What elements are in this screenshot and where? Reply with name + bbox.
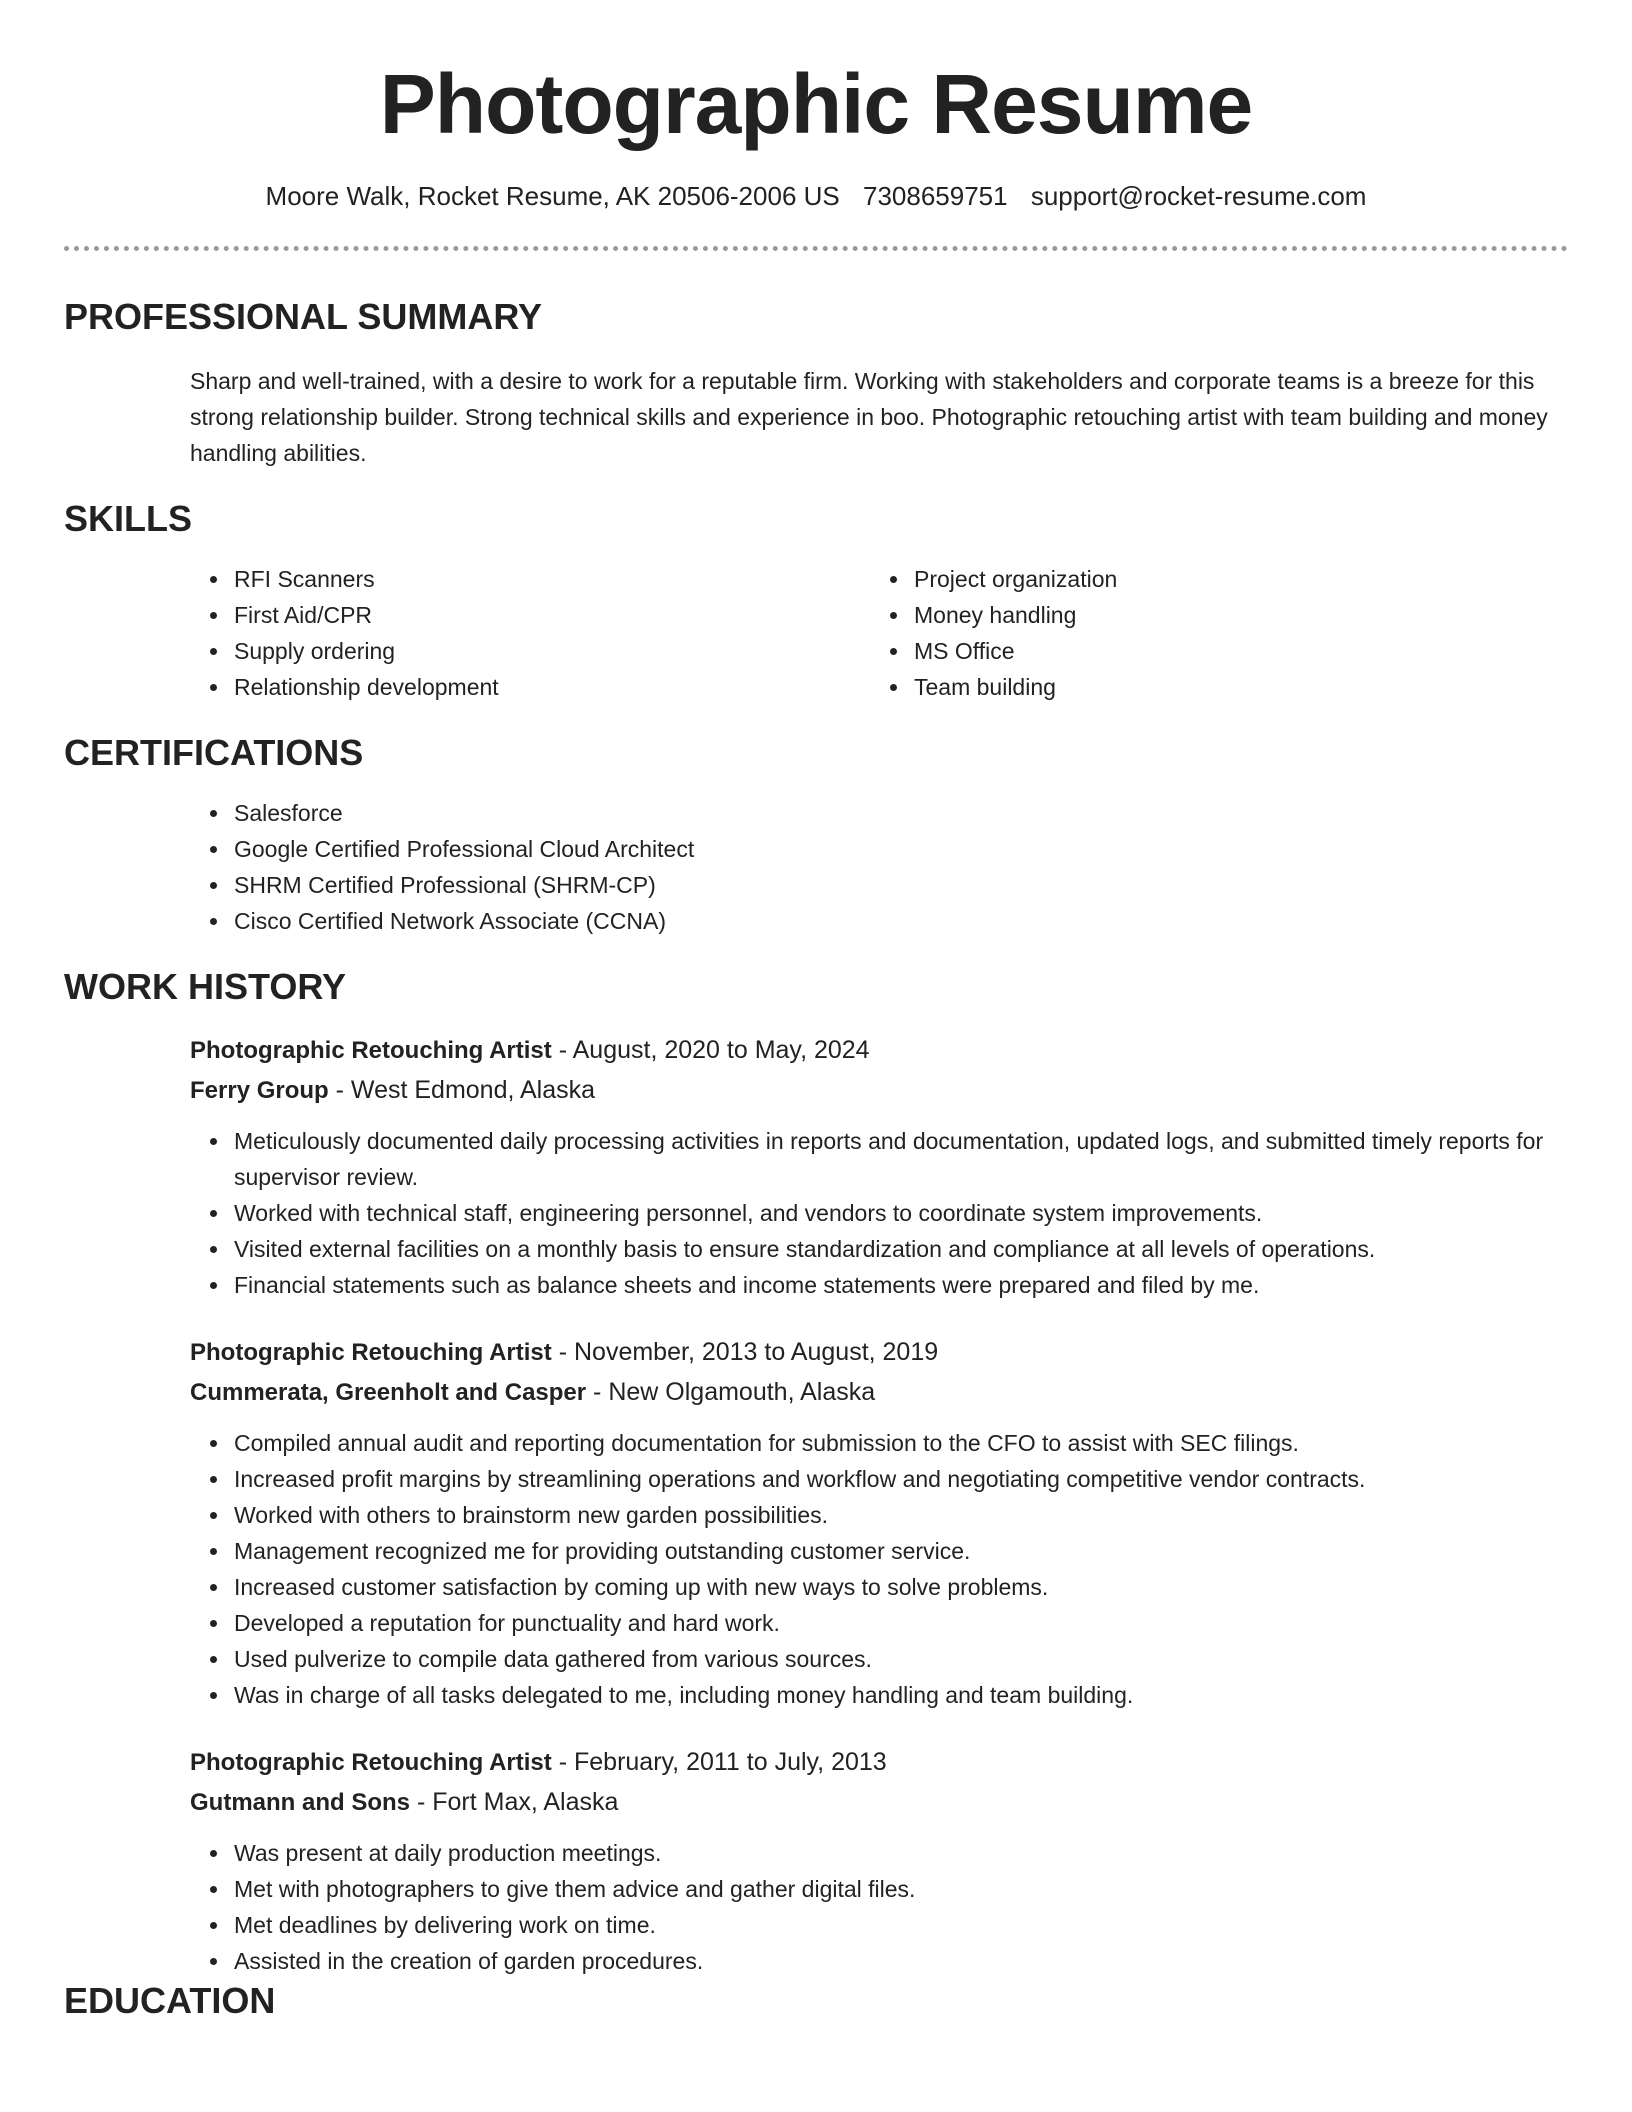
contact-email: support@rocket-resume.com bbox=[1030, 181, 1367, 211]
job-bullet: Financial statements such as balance sheets and income statements were prepared and filed by me. bbox=[234, 1267, 1568, 1303]
job-bullet: Developed a reputation for punctuality and hard work. bbox=[234, 1605, 1568, 1641]
job-entry bbox=[190, 1031, 1568, 1303]
job-bullet: Management recognized me for providing outstanding customer service. bbox=[234, 1533, 1568, 1569]
job-bullet: Worked with technical staff, engineering personnel, and vendors to coordinate system improvements. bbox=[234, 1195, 1568, 1231]
skill-item: RFI Scanners bbox=[234, 561, 744, 597]
job-entry bbox=[190, 1743, 1568, 1979]
job-bullet: Increased customer satisfaction by coming up with new ways to solve problems. bbox=[234, 1569, 1568, 1605]
job-bullets bbox=[190, 1123, 1568, 1303]
skill-item: Relationship development bbox=[234, 669, 744, 705]
skill-item: First Aid/CPR bbox=[234, 597, 744, 633]
job-bullet: Was in charge of all tasks delegated to me, including money handling and team building. bbox=[234, 1677, 1568, 1713]
job-company-line bbox=[190, 1372, 1568, 1413]
job-dates: - August, 2020 to May, 2024 bbox=[551, 1036, 870, 1064]
job-title: Photographic Retouching Artist bbox=[190, 1037, 552, 1064]
job-entry bbox=[190, 1333, 1568, 1713]
certifications-list bbox=[64, 795, 1568, 939]
job-title: Photographic Retouching Artist bbox=[190, 1749, 552, 1776]
certification-item: Salesforce bbox=[234, 795, 1568, 831]
job-bullet: Compiled annual audit and reporting documentation for submission to the CFO to assist with SEC filings. bbox=[234, 1425, 1568, 1461]
job-title-line bbox=[190, 1031, 1568, 1070]
resume-name: Photographic Resume bbox=[379, 57, 1253, 151]
job-company: Gutmann and Sons bbox=[190, 1789, 411, 1816]
job-bullet: Meticulously documented daily processing activities in reports and documentation, updated logs, and submitted timely reports for supervisor review. bbox=[234, 1123, 1568, 1195]
work-history-heading: WORK HISTORY bbox=[64, 966, 347, 1007]
job-location: - Fort Max, Alaska bbox=[410, 1788, 619, 1816]
skill-item: Team building bbox=[914, 669, 1424, 705]
job-dates: - November, 2013 to August, 2019 bbox=[551, 1338, 939, 1366]
contact-phone: 7308659751 bbox=[862, 181, 1008, 211]
job-bullet: Used pulverize to compile data gathered from various sources. bbox=[234, 1641, 1568, 1677]
job-bullet: Assisted in the creation of garden procedures. bbox=[234, 1943, 1568, 1979]
job-bullets bbox=[190, 1835, 1568, 1979]
skills-heading: SKILLS bbox=[64, 498, 193, 539]
certification-item: SHRM Certified Professional (SHRM-CP) bbox=[234, 867, 1568, 903]
job-title-line bbox=[190, 1743, 1568, 1782]
header-divider bbox=[64, 246, 1568, 251]
skills-list-left bbox=[64, 561, 744, 705]
job-location: - West Edmond, Alaska bbox=[328, 1076, 596, 1104]
job-location: - New Olgamouth, Alaska bbox=[586, 1378, 876, 1406]
job-bullet: Worked with others to brainstorm new garden possibilities. bbox=[234, 1497, 1568, 1533]
job-company: Cummerata, Greenholt and Casper bbox=[190, 1379, 587, 1406]
job-bullet: Met with photographers to give them advice and gather digital files. bbox=[234, 1871, 1568, 1907]
job-bullet: Visited external facilities on a monthly basis to ensure standardization and compliance at all levels of operations. bbox=[234, 1231, 1568, 1267]
skill-item: Money handling bbox=[914, 597, 1424, 633]
contact-address: Moore Walk, Rocket Resume, AK 20506-2006 US bbox=[265, 181, 840, 211]
summary-text: Sharp and well-trained, with a desire to work for a reputable firm. Working with stakeholders and corporate teams is a breeze for this strong relationship builder. Strong technical skills and experience in boo. Photographic retouching artist with team building and money handling abilities. bbox=[190, 368, 1548, 466]
certification-item: Google Certified Professional Cloud Architect bbox=[234, 831, 1568, 867]
summary-heading: PROFESSIONAL SUMMARY bbox=[64, 296, 543, 337]
skill-item: Supply ordering bbox=[234, 633, 744, 669]
skills-list-right bbox=[744, 561, 1424, 705]
skills-columns bbox=[64, 561, 1568, 705]
job-bullet: Was present at daily production meetings. bbox=[234, 1835, 1568, 1871]
job-bullet: Increased profit margins by streamlining operations and workflow and negotiating competitive vendor contracts. bbox=[234, 1461, 1568, 1497]
certifications-heading: CERTIFICATIONS bbox=[64, 732, 364, 773]
skill-item: Project organization bbox=[914, 561, 1424, 597]
job-dates: - February, 2011 to July, 2013 bbox=[551, 1748, 887, 1776]
job-title-line bbox=[190, 1333, 1568, 1372]
certification-item: Cisco Certified Network Associate (CCNA) bbox=[234, 903, 1568, 939]
contact-line bbox=[64, 180, 1568, 212]
job-title: Photographic Retouching Artist bbox=[190, 1339, 552, 1366]
job-bullets bbox=[190, 1425, 1568, 1713]
job-company: Ferry Group bbox=[190, 1077, 329, 1104]
skill-item: MS Office bbox=[914, 633, 1424, 669]
job-bullet: Met deadlines by delivering work on time. bbox=[234, 1907, 1568, 1943]
education-heading: EDUCATION bbox=[64, 1980, 276, 2021]
job-company-line bbox=[190, 1070, 1568, 1111]
job-company-line bbox=[190, 1782, 1568, 1823]
